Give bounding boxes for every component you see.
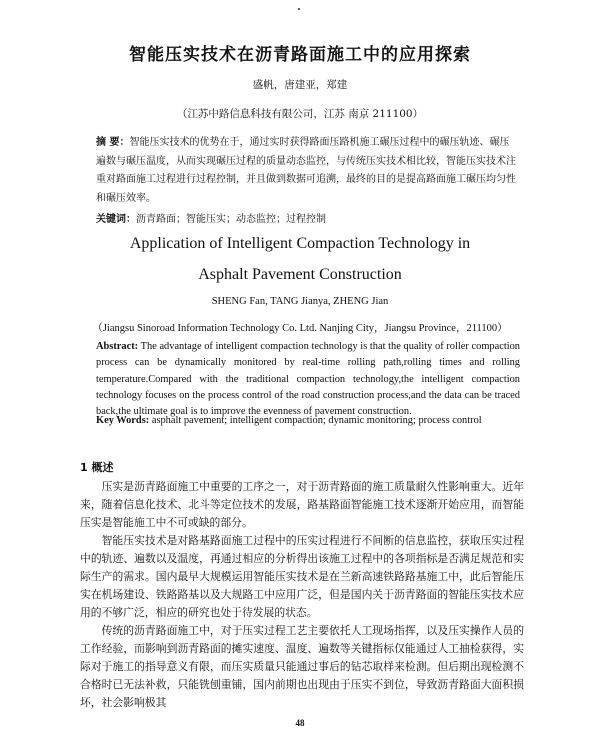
abstract-cn	[96, 134, 516, 208]
affiliation-cn: （江苏中路信息科技有限公司，江苏 南京 211100）	[176, 108, 424, 120]
body-paragraph: 压实是沥青路面施工中重要的工序之一，对于沥青路面的施工质量耐久性影响重大。近年来，随着信息化技术、北斗等定位技术的发展，路基路面智能施工技术逐渐开始应用，而智能压实是智能施工中不可或缺的部分。	[80, 480, 524, 529]
authors-en: SHENG Fan, TANG Jianya, ZHENG Jian	[211, 296, 389, 307]
keywords-en	[96, 415, 520, 426]
keywords-cn	[96, 210, 516, 225]
body-paragraph: 智能压实技术是对路基路面施工过程中的压实过程进行不间断的信息监控，获取压实过程中的轨迹、遍数以及温度，再通过相应的分析得出该施工过程中的各项指标是否满足规范和实际生产的需求。国内最早大规模运用智能压实技术是在兰新高速铁路路基施工中，此后智能压实在机场建设、铁路路基以及大规路工中应用广泛，但是国内关于沥青路面的智能压实技术应用的不够广泛，相应的研究也处于待发展的状态。	[80, 534, 524, 619]
keywords-cn-text: 沥青路面；智能压实；动态监控；过程控制	[136, 214, 326, 225]
section-body	[80, 478, 524, 712]
keywords-en-text: asphalt pavement; intelligent compaction; dynamic monitoring; process control	[151, 415, 482, 426]
affiliation-en: （Jiangsu Sinoroad Information Technology Co. Ltd. Nanjing City，Jiangsu Province，211100）	[92, 323, 508, 334]
body-paragraph: 传统的沥青路面施工中，对于压实过程工艺主要依托人工现场指挥，以及压实操作人员的工作经验，而影响到沥青路面的摊实速度、温度、遍数等关键指标仅能通过人工抽检获得，实际对于施工的指导意义有限，而压实质量只能通过事后的钻芯取样来检测。但后期出现检测不合格时已无法补救，只能铣刨重铺，国内前期也出现由于压实不到位，导致沥青路面大面积损坏，社会影响极其	[80, 624, 524, 709]
abstract-cn-text: 智能压实技术的优势在于，通过实时获得路面压路机施工碾压过程中的碾压轨迹、碾压遍数与碾压温度，从而实现碾压过程的质量动态监控，与传统压实技术相比较，智能压实技术注重对路面施工过程进行过程控制，并且做到数据可追溯，最终的目的是提高路面施工碾压均匀性和碾压效率。	[96, 137, 516, 204]
abstract-en-label: Abstract:	[96, 341, 139, 352]
keywords-cn-label: 关键词：	[96, 214, 136, 225]
paper-title-en-line1: Application of Intelligent Compaction Technology in	[129, 235, 471, 252]
paper-title-en-line2: Asphalt Pavement Construction	[198, 266, 402, 283]
page-number: 48	[295, 718, 305, 728]
paper-title-cn: 智能压实技术在沥青路面施工中的应用探索	[129, 45, 471, 65]
abstract-en-text: The advantage of intelligent compaction technology is that the quality of roller compaction process can be dynamically monitored by real-time rolling path,rolling times and rolling temperature.Compared with the traditional compaction technology,the intelligent compaction technology focuses on the process control of the road construction process,and the data can be traced back,the ultimate goal is to improve the evenness of pavement construction.	[96, 341, 520, 418]
scan-speck	[298, 8, 300, 10]
abstract-en	[96, 339, 520, 420]
section-heading: 1 概述	[80, 461, 114, 474]
authors-cn: 盛帆，唐建亚，郑建	[252, 79, 348, 91]
abstract-cn-label: 摘 要：	[96, 137, 130, 148]
keywords-en-label: Key Words:	[96, 415, 150, 426]
